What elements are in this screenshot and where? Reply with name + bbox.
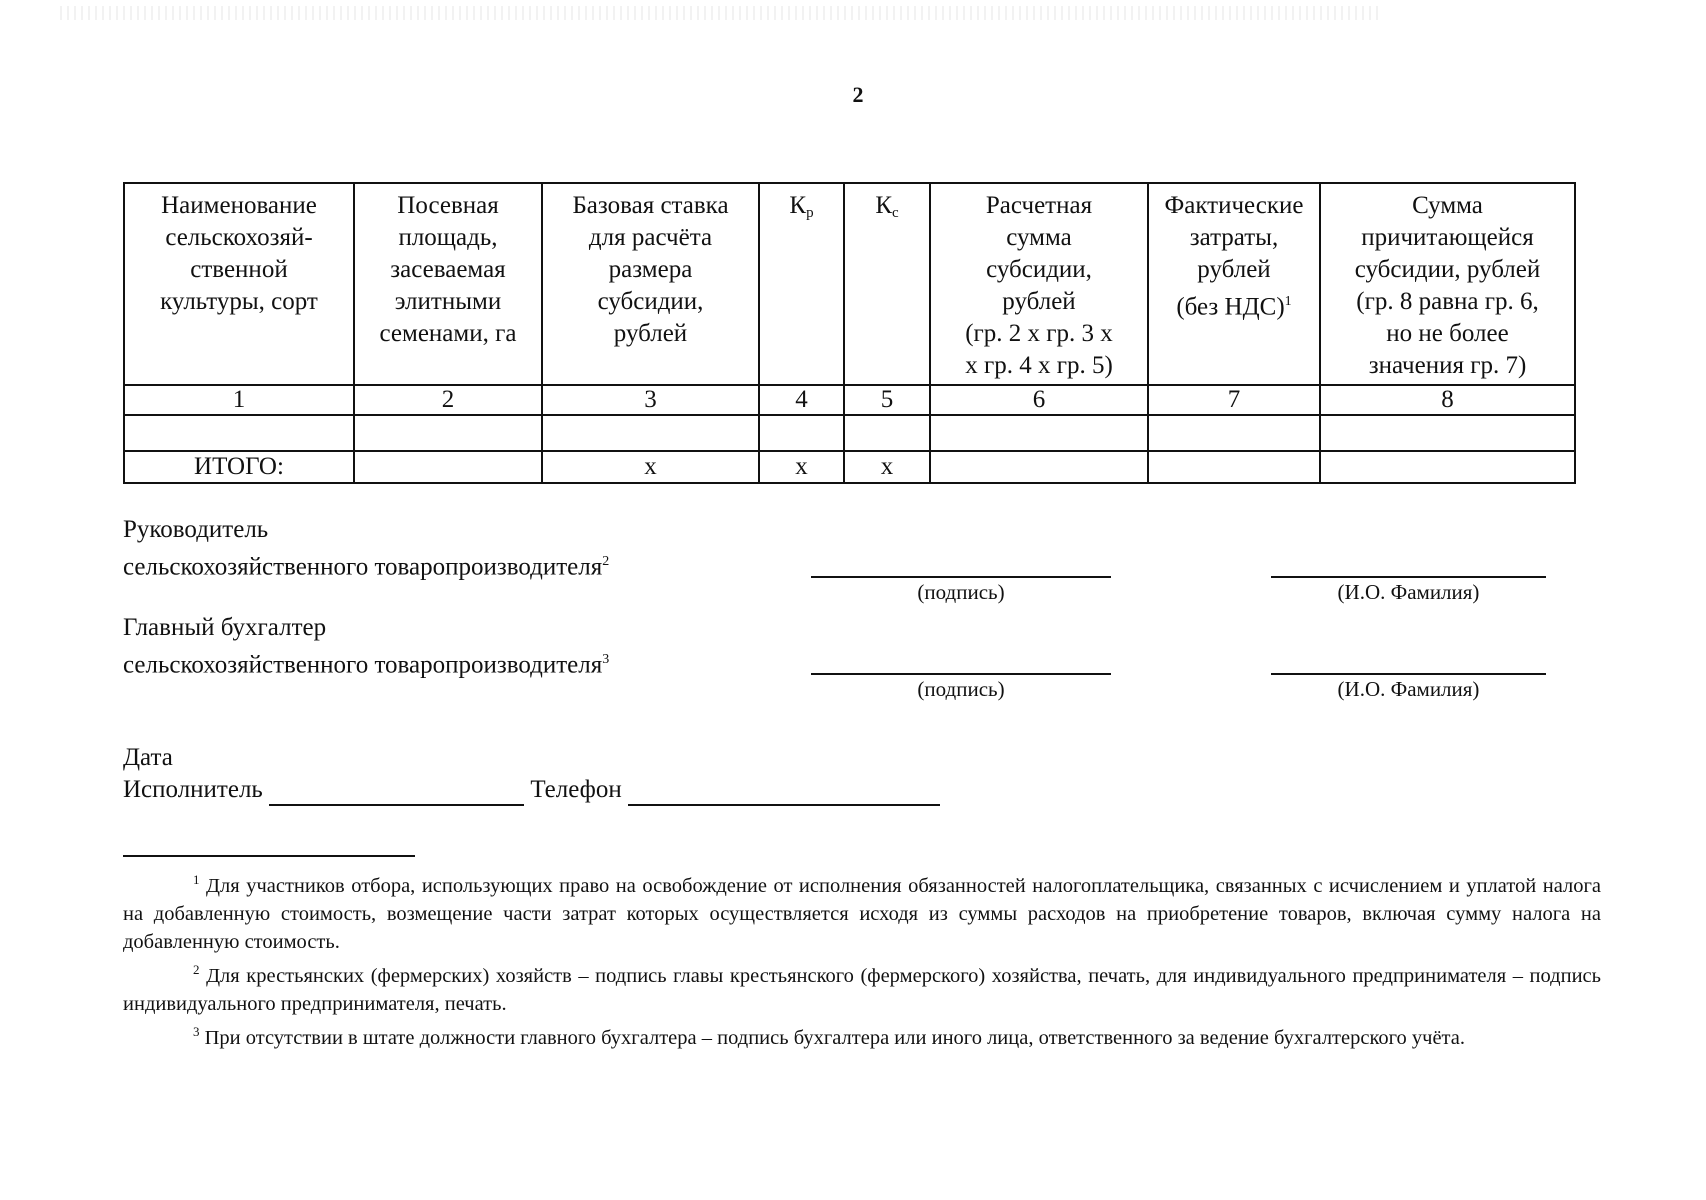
total-row xyxy=(124,451,1575,483)
total-cell[interactable] xyxy=(1320,451,1575,483)
column-number: 4 xyxy=(759,385,844,415)
table-cell[interactable] xyxy=(124,415,354,451)
total-label: ИТОГО: xyxy=(124,451,354,483)
executor-row xyxy=(123,774,940,806)
total-cell[interactable] xyxy=(930,451,1148,483)
column-number: 7 xyxy=(1148,385,1320,415)
header-base-rate: Базовая ставка для расчёта размера субсидии, рублей xyxy=(542,183,759,385)
column-number: 2 xyxy=(354,385,542,415)
name-caption: (И.О. Фамилия) xyxy=(1337,677,1480,701)
date-label: Дата xyxy=(123,744,173,771)
footnote-3: $^3$ При отсутствии в штате должности главного бухгалтера – подпись бухгалтера или иного лица, ответственного за ведение бухгалтерского учёта. xyxy=(193,1023,1465,1049)
accountant-signature-block xyxy=(123,612,609,681)
head-signature-block xyxy=(123,514,609,583)
accountant-signature-line[interactable] xyxy=(811,673,1111,675)
header-kc: $К_с$ xyxy=(844,183,930,385)
total-cell: х xyxy=(542,451,759,483)
signature-caption: (подпись) xyxy=(917,677,1005,701)
subsidy-table xyxy=(123,182,1576,484)
column-number: 5 xyxy=(844,385,930,415)
column-number: 3 xyxy=(542,385,759,415)
executor-label: Исполнитель xyxy=(123,776,263,803)
table-cell[interactable] xyxy=(354,415,542,451)
header-sown-area: Посевная площадь, засеваемая элитными семенами, га xyxy=(354,183,542,385)
footnote-divider xyxy=(123,855,415,857)
total-cell[interactable] xyxy=(354,451,542,483)
head-name-line[interactable] xyxy=(1271,576,1546,578)
head-title-line2: сельскохозяйственного товаропроизводителя$^2$ xyxy=(123,553,610,581)
phone-label: Телефон xyxy=(530,776,622,803)
header-kp: $К_р$ xyxy=(759,183,844,385)
accountant-title-line2: сельскохозяйственного товаропроизводителя$^3$ xyxy=(123,651,610,679)
total-cell: х xyxy=(759,451,844,483)
header-subsidy-due: Сумма причитающейся субсидии, рублей (гр. 8 равна гр. 6, но не более значения гр. 7) xyxy=(1320,183,1575,385)
table-cell[interactable] xyxy=(844,415,930,451)
footnote-2: $^2$ Для крестьянских (фермерских) хозяйств – подпись главы крестьянского (фермерского) хозяйства, печать, для индивидуального предпринимателя – подпись индивидуального предпринимателя, печать. xyxy=(123,961,1602,1015)
table-header-row xyxy=(124,183,1575,385)
table-cell[interactable] xyxy=(542,415,759,451)
total-cell: х xyxy=(844,451,930,483)
column-number: 6 xyxy=(930,385,1148,415)
table-cell[interactable] xyxy=(930,415,1148,451)
scan-artifact xyxy=(60,6,1380,20)
accountant-title: Главный бухгалтер xyxy=(123,614,327,641)
executor-field[interactable] xyxy=(269,778,524,806)
empty-data-row xyxy=(124,415,1575,451)
signature-caption: (подпись) xyxy=(917,580,1005,604)
column-number-row xyxy=(124,385,1575,415)
header-actual-costs: Фактические затраты, рублей (без НДС)$^1$ xyxy=(1148,183,1320,385)
column-number: 1 xyxy=(124,385,354,415)
table-cell[interactable] xyxy=(1148,415,1320,451)
page-number: 2 xyxy=(852,82,864,107)
head-signature-line[interactable] xyxy=(811,576,1111,578)
head-title: Руководитель xyxy=(123,516,269,543)
table-cell[interactable] xyxy=(759,415,844,451)
accountant-name-line[interactable] xyxy=(1271,673,1546,675)
column-number: 8 xyxy=(1320,385,1575,415)
footnotes xyxy=(123,866,1601,1051)
phone-field[interactable] xyxy=(628,778,940,806)
name-caption: (И.О. Фамилия) xyxy=(1337,580,1480,604)
header-crop-name: Наименование сельскохозяй- ственной культуры, сорт xyxy=(124,183,354,385)
header-calculated-sum: Расчетная сумма субсидии, рублей (гр. 2 х гр. 3 х х гр. 4 х гр. 5) xyxy=(930,183,1148,385)
table-cell[interactable] xyxy=(1320,415,1575,451)
footnote-1: $^1$ Для участников отбора, использующих право на освобождение от исполнения обязанностей налогоплательщика, связанных с исчислением и уплатой налога на добавленную стоимость, возмещение части затрат которых осуществляется исходя из суммы расходов на приобретение товаров, включая сумму налога на добавленную стоимость. xyxy=(123,872,1601,953)
total-cell[interactable] xyxy=(1148,451,1320,483)
